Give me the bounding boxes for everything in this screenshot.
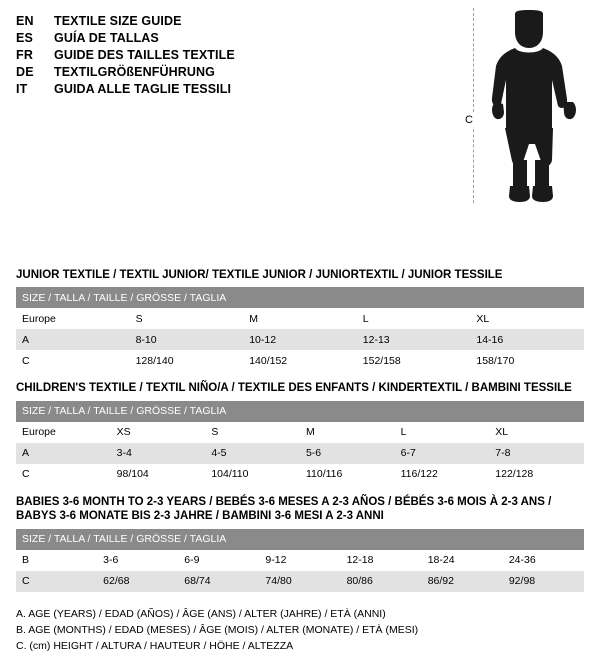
- cell: L: [395, 422, 490, 443]
- table-row: [16, 571, 584, 592]
- footnote: C. (cm) HEIGHT / ALTURA / HAUTEUR / HÖHE / ALTEZZA: [16, 639, 294, 652]
- cell: 104/110: [205, 464, 300, 485]
- cell: XL: [470, 308, 584, 329]
- language-header-block: [16, 14, 446, 96]
- cell: 14-16: [470, 329, 584, 350]
- section-junior: [16, 268, 584, 371]
- cell: 3-4: [111, 443, 206, 464]
- footnote: B. AGE (MONTHS) / EDAD (MESES) / ÂGE (MOIS) / ALTER (MONATE) / ETÀ (MESI): [16, 623, 419, 636]
- language-title: GUIDE DES TAILLES TEXTILE: [54, 48, 235, 62]
- cell: 140/152: [243, 350, 357, 371]
- section-title: JUNIOR TEXTILE / TEXTIL JUNIOR/ TEXTILE JUNIOR / JUNIORTEXTIL / JUNIOR TESSILE: [16, 269, 503, 281]
- cell: 4-5: [205, 443, 300, 464]
- table-row: [16, 443, 584, 464]
- cell: 116/122: [395, 464, 490, 485]
- footnote: A. AGE (YEARS) / EDAD (AÑOS) / ÂGE (ANS) / ALTER (JAHRE) / ETÀ (ANNI): [16, 607, 386, 620]
- children-size-table: [16, 401, 584, 485]
- babies-size-table: [16, 529, 584, 592]
- cell: 92/98: [503, 571, 584, 592]
- language-row: [16, 82, 446, 96]
- section-title: CHILDREN'S TEXTILE / TEXTIL NIÑO/A / TEXTILE DES ENFANTS / KINDERTEXTIL / BAMBINI TESSILE: [16, 382, 572, 395]
- cell: 158/170: [470, 350, 584, 371]
- cell: 62/68: [97, 571, 178, 592]
- row-label: C: [16, 464, 111, 485]
- cell: 24-36: [503, 550, 584, 571]
- row-label: Europe: [16, 308, 130, 329]
- height-measure-label: C: [465, 114, 473, 126]
- cell: 3-6: [97, 550, 178, 571]
- cell: 7-8: [489, 443, 584, 464]
- language-row: [16, 48, 446, 62]
- language-title: GUÍA DE TALLAS: [54, 31, 159, 45]
- language-code: EN: [16, 14, 34, 28]
- cell: S: [130, 308, 244, 329]
- cell: 128/140: [130, 350, 244, 371]
- cell: 12-13: [357, 329, 471, 350]
- row-label: C: [16, 350, 130, 371]
- table-row: [16, 329, 584, 350]
- table-row: [16, 308, 584, 329]
- table-row: [16, 350, 584, 371]
- table-header-label: SIZE / TALLA / TAILLE / GRÖSSE / TAGLIA: [16, 401, 584, 422]
- cell: 6-9: [178, 550, 259, 571]
- language-code: FR: [16, 48, 34, 62]
- cell: M: [243, 308, 357, 329]
- cell: 8-10: [130, 329, 244, 350]
- height-measurement-figure: [455, 8, 590, 208]
- language-code: IT: [16, 82, 28, 96]
- language-code: DE: [16, 65, 34, 79]
- junior-size-table: [16, 287, 584, 371]
- toddler-silhouette-icon: [485, 10, 590, 205]
- row-label: B: [16, 550, 97, 571]
- cell: XS: [111, 422, 206, 443]
- row-label: A: [16, 443, 111, 464]
- cell: L: [357, 308, 471, 329]
- table-header-row: [16, 529, 584, 550]
- row-label: A: [16, 329, 130, 350]
- table-row: [16, 550, 584, 571]
- language-row: [16, 65, 446, 79]
- table-header-label: SIZE / TALLA / TAILLE / GRÖSSE / TAGLIA: [16, 287, 584, 308]
- cell: 5-6: [300, 443, 395, 464]
- row-label: Europe: [16, 422, 111, 443]
- table-header-label: SIZE / TALLA / TAILLE / GRÖSSE / TAGLIA: [16, 529, 584, 550]
- section-title: BABIES 3-6 MONTH TO 2-3 YEARS / BEBÉS 3-6 MESES A 2-3 AÑOS / BÉBÉS 3-6 MOIS À 2-3 ANS / BABYS 3-6 MONATE BIS 2-3 JAHRE / BAMBINI 3-6 MESI A 2-3 ANNI: [16, 495, 552, 523]
- language-row: [16, 31, 446, 45]
- language-code: ES: [16, 31, 34, 45]
- section-children: [16, 381, 584, 484]
- cell: 110/116: [300, 464, 395, 485]
- cell: 74/80: [259, 571, 340, 592]
- section-babies: [16, 495, 584, 592]
- cell: 10-12: [243, 329, 357, 350]
- language-title: TEXTILGRÖßENFÜHRUNG: [54, 65, 215, 79]
- cell: XL: [489, 422, 584, 443]
- table-row: [16, 422, 584, 443]
- cell: 152/158: [357, 350, 471, 371]
- language-title: TEXTILE SIZE GUIDE: [54, 14, 182, 28]
- cell: 80/86: [341, 571, 422, 592]
- cell: M: [300, 422, 395, 443]
- cell: 68/74: [178, 571, 259, 592]
- language-title: GUIDA ALLE TAGLIE TESSILI: [54, 82, 232, 96]
- table-row: [16, 464, 584, 485]
- row-label: C: [16, 571, 97, 592]
- footnotes-block: [16, 608, 584, 652]
- cell: S: [205, 422, 300, 443]
- cell: 18-24: [422, 550, 503, 571]
- cell: 12-18: [341, 550, 422, 571]
- language-row: [16, 14, 446, 28]
- table-header-row: [16, 401, 584, 422]
- cell: 6-7: [395, 443, 490, 464]
- cell: 9-12: [259, 550, 340, 571]
- cell: 98/104: [111, 464, 206, 485]
- cell: 86/92: [422, 571, 503, 592]
- table-header-row: [16, 287, 584, 308]
- height-guide-line: [473, 8, 474, 203]
- cell: 122/128: [489, 464, 584, 485]
